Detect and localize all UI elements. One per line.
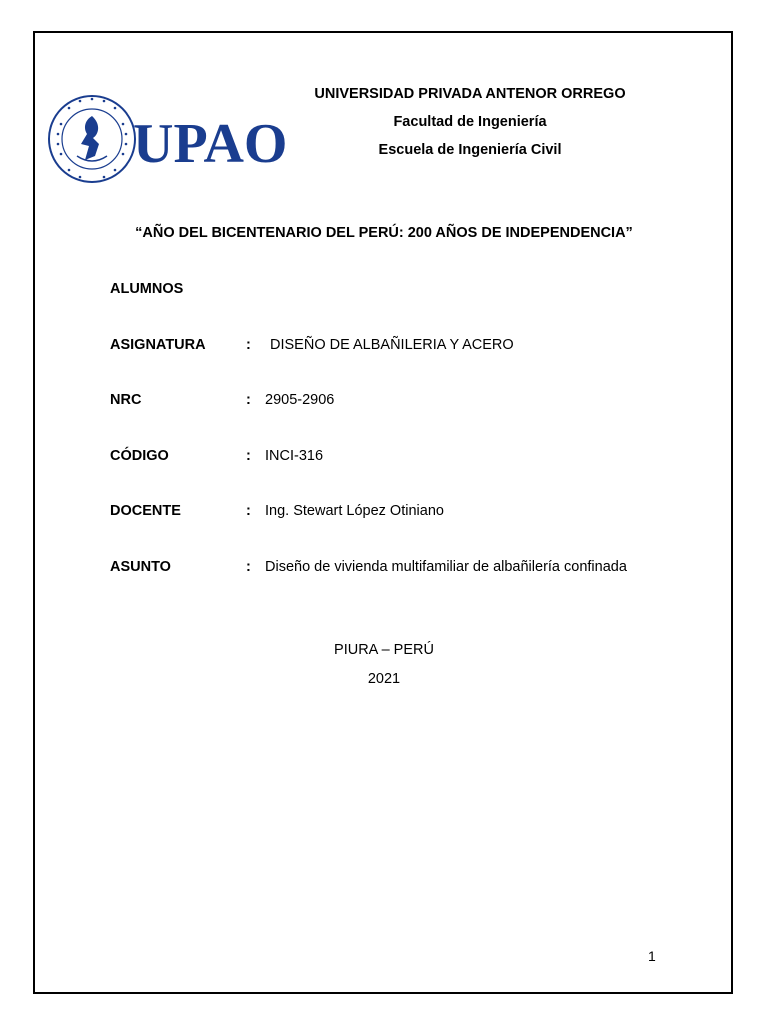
asunto-colon: : [246,559,251,575]
school-name: Escuela de Ingeniería Civil [378,142,562,158]
codigo-colon: : [246,448,251,464]
codigo-label: CÓDIGO [110,448,169,464]
year-motto: “AÑO DEL BICENTENARIO DEL PERÚ: 200 AÑOS DE INDEPENDENCIA” [135,225,633,241]
docente-value: Ing. Stewart López Otiniano [265,503,444,519]
asignatura-colon: : [246,337,251,353]
university-name: UNIVERSIDAD PRIVADA ANTENOR ORREGO [314,86,626,102]
asunto-label: ASUNTO [110,559,171,575]
upao-logo [47,94,291,186]
nrc-colon: : [246,392,251,408]
codigo-value: INCI-316 [265,448,324,464]
nrc-value: 2905-2906 [265,392,335,408]
year-line: 2021 [367,671,401,687]
docente-label: DOCENTE [110,503,181,519]
page-number: 1 [648,948,656,964]
nrc-label: NRC [110,392,142,408]
asignatura-label: ASIGNATURA [110,337,206,353]
asunto-value: Diseño de vivienda multifamiliar de albañilería confinada [265,559,627,575]
asignatura-value: DISEÑO DE ALBAÑILERIA Y ACERO [270,337,514,353]
docente-colon: : [246,503,251,519]
upao-wordmark: UPAO [133,113,288,175]
alumnos-label: ALUMNOS [110,281,184,297]
faculty-name: Facultad de Ingeniería [393,114,547,130]
place-line: PIURA – PERÚ [334,642,434,658]
upao-seal-icon [47,94,291,186]
